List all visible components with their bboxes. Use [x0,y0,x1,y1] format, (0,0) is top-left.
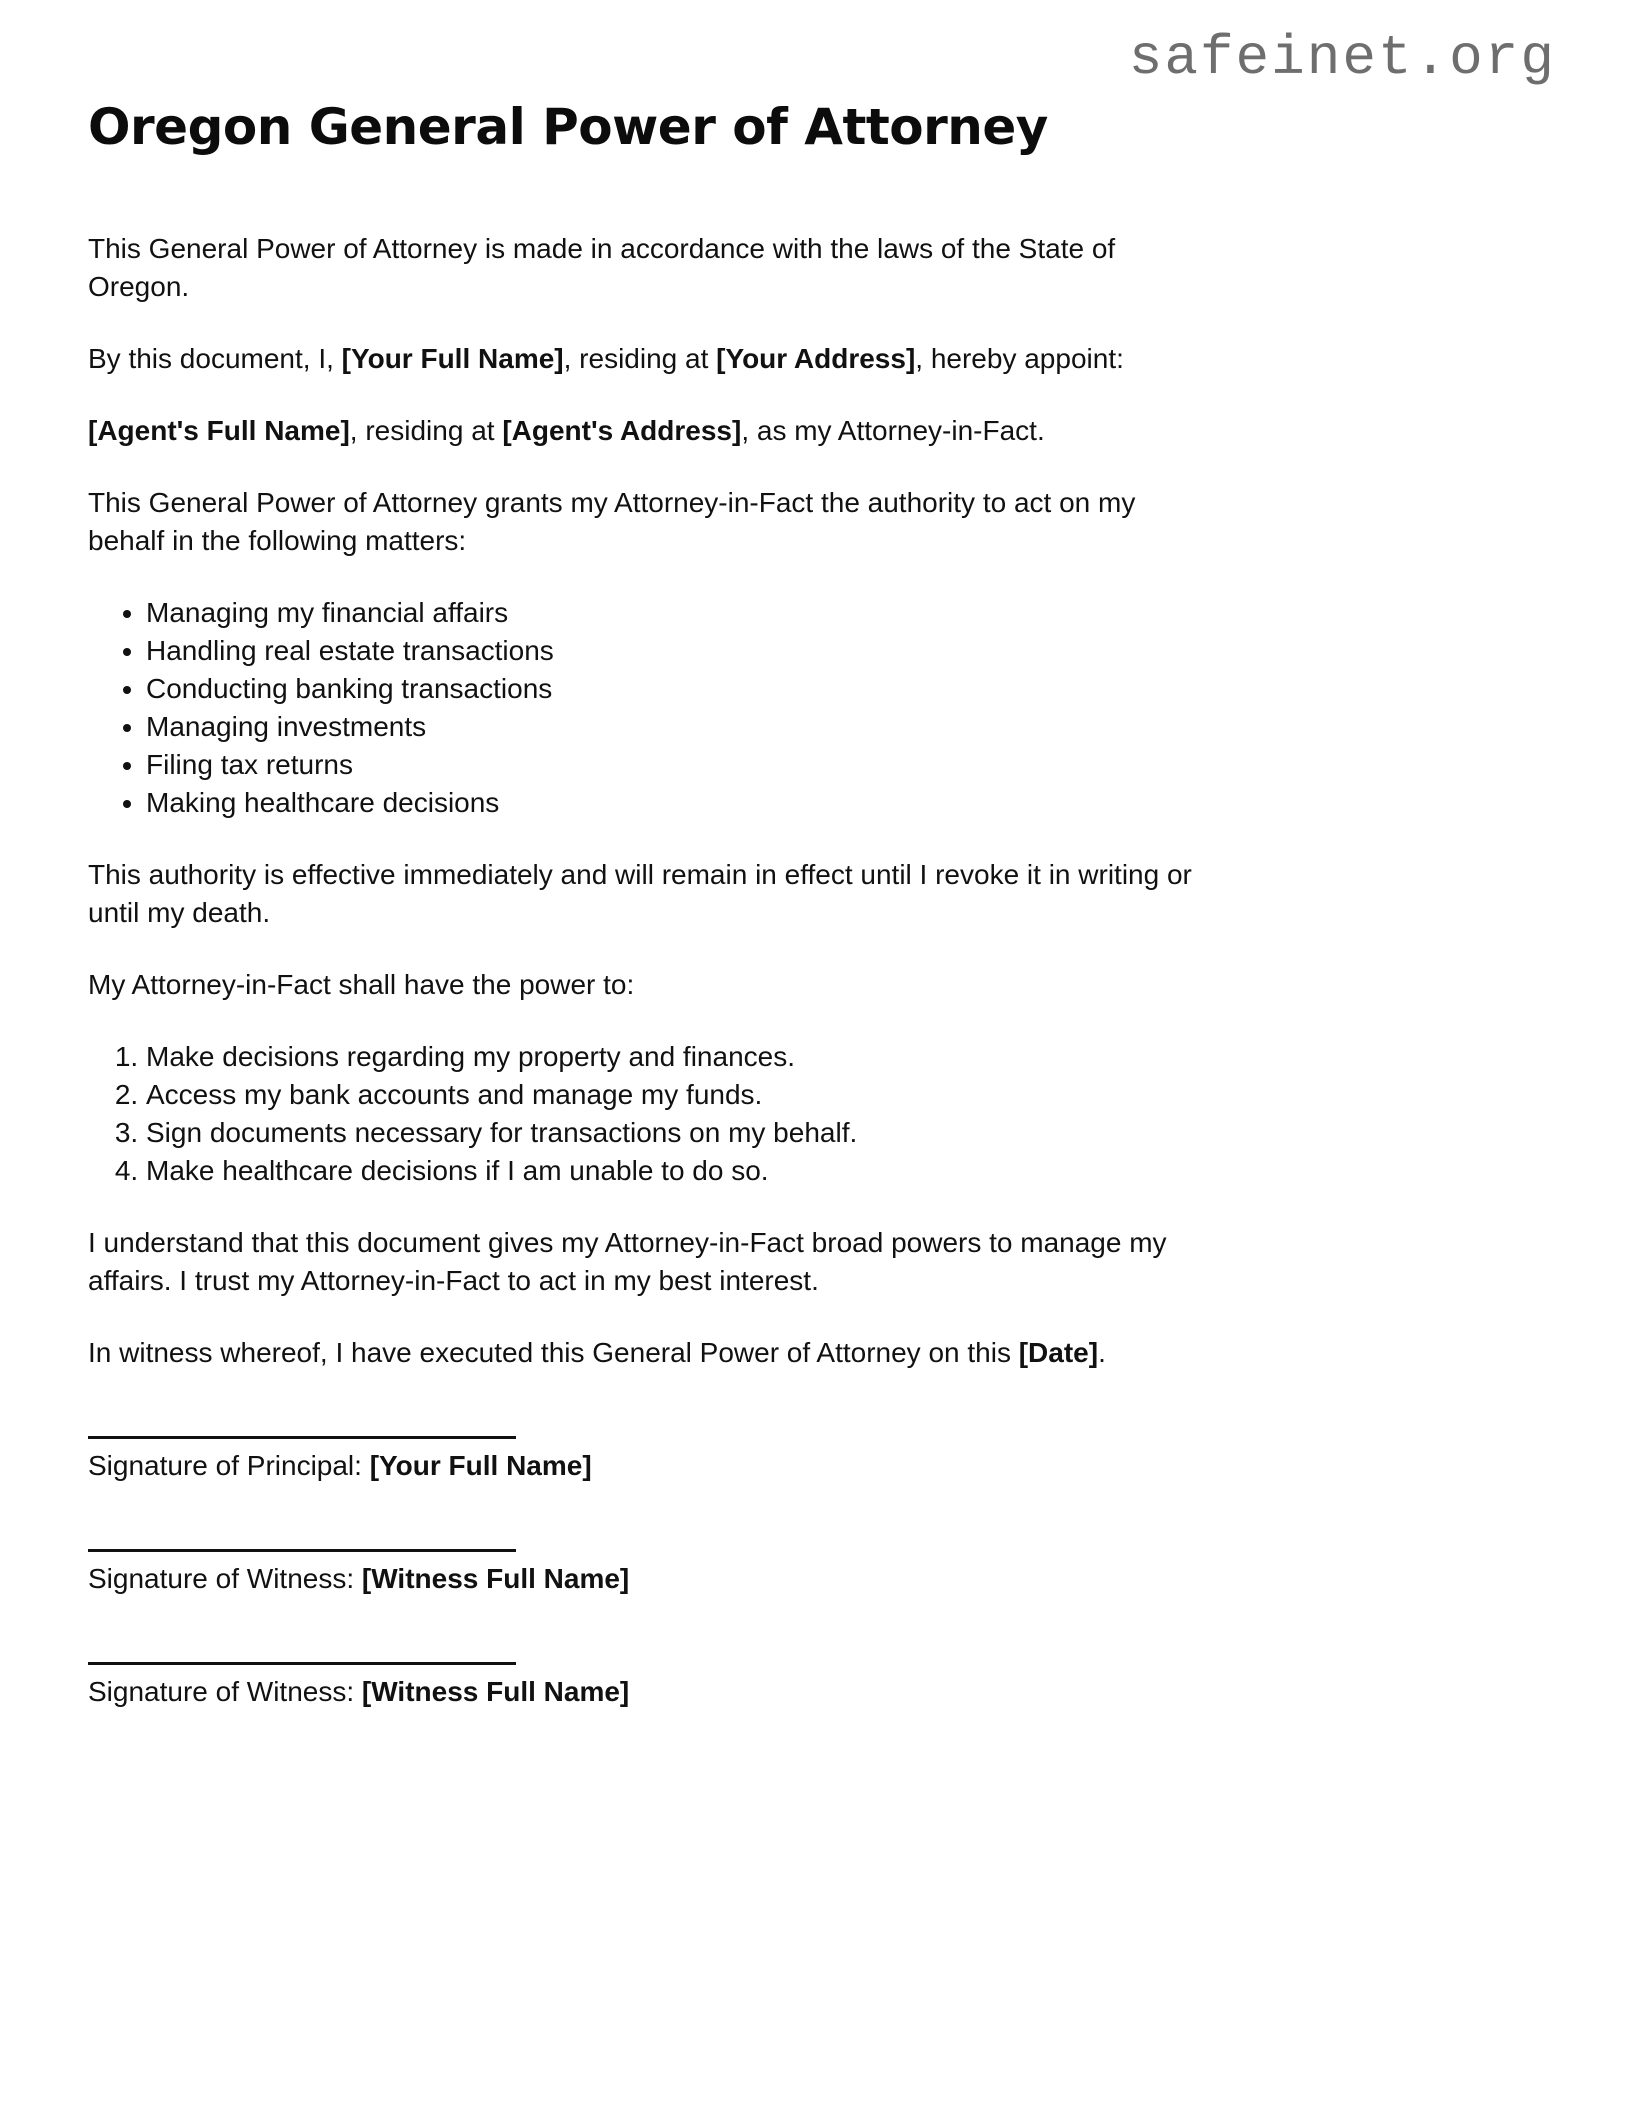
signature-section [88,1436,1556,1711]
paragraph-understand: I understand that this document gives my Attorney-in-Fact broad powers to manage my affairs. I trust my Attorney-in-Fact to act in my best interest. [88,1227,1167,1296]
paragraph-agent: [Agent's Full Name], residing at [Agent's Address], as my Attorney-in-Fact. [88,415,1045,446]
signature-label-principal: Signature of Principal: [Your Full Name] [88,1450,592,1481]
paragraph-appointment: By this document, I, [Your Full Name], residing at [Your Address], hereby appoint: [88,343,1124,374]
list-item: 2. Access my bank accounts and manage my funds. [146,1076,1556,1114]
paragraph-witness-exec: In witness whereof, I have executed this General Power of Attorney on this [Date]. [88,1337,1106,1368]
document-title: Oregon General Power of Attorney [88,98,1048,156]
matters-list [88,594,1556,822]
signature-label-witness-1: Signature of Witness: [Witness Full Name] [88,1563,630,1594]
watermark-text: safeinet.org [1128,26,1556,90]
list-item: • Handling real estate transactions [146,632,1556,670]
signature-block-witness-1 [88,1549,1556,1598]
paragraph-grants: This General Power of Attorney grants my Attorney-in-Fact the authority to act on my behalf in the following matters: [88,487,1136,556]
paragraph-effective: This authority is effective immediately and will remain in effect until I revoke it in writing or until my death. [88,859,1192,928]
signature-label-witness-2: Signature of Witness: [Witness Full Name] [88,1676,630,1707]
powers-list [88,1038,1556,1190]
signature-block-witness-2 [88,1662,1556,1711]
list-item: • Conducting banking transactions [146,670,1556,708]
list-item: 1. Make decisions regarding my property and finances. [146,1038,1556,1076]
signature-block-principal [88,1436,1556,1485]
list-item: • Managing investments [146,708,1556,746]
list-item: 3. Sign documents necessary for transactions on my behalf. [146,1114,1556,1152]
list-item: 4. Make healthcare decisions if I am unable to do so. [146,1152,1556,1190]
list-item: • Filing tax returns [146,746,1556,784]
paragraph-powers-intro: My Attorney-in-Fact shall have the power to: [88,969,635,1000]
list-item: • Managing my financial affairs [146,594,1556,632]
list-item: • Making healthcare decisions [146,784,1556,822]
paragraph-intro: This General Power of Attorney is made in accordance with the laws of the State of Oregon. [88,233,1116,302]
